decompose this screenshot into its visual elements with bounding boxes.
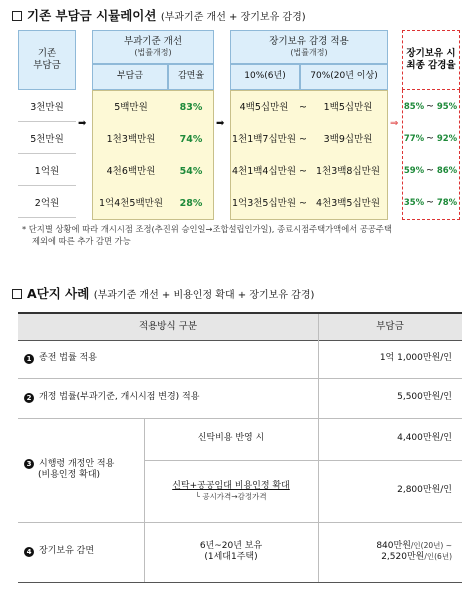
- row3-sub1: 신탁비용 반영 시: [197, 433, 265, 444]
- base-row-2: 5천만원: [18, 126, 76, 154]
- tilde: ~: [299, 134, 307, 146]
- row2-value: 5,500만원/인: [397, 392, 452, 403]
- tilde: ~: [426, 133, 434, 145]
- section2-title: A단지 사례 (부과기준 개선 + 비용인정 확대 + 장기보유 감경): [12, 284, 314, 302]
- base-row-1: 3천만원: [18, 94, 76, 122]
- group-criteria-improvement: [92, 30, 214, 220]
- tilde: ~: [299, 102, 307, 114]
- g2-high-3: 1천3백8십만원: [315, 166, 381, 178]
- arrow-right-icon: ➡: [78, 118, 87, 129]
- g1-rate-2: 74%: [179, 134, 203, 146]
- g1-rate-1: 83%: [179, 102, 203, 114]
- group2-header: 장기보유 감경 적용 (법률개정): [230, 30, 388, 64]
- final-high-3: 86%: [436, 165, 458, 176]
- base-column: [18, 30, 76, 220]
- group1-header: 부과기준 개선 (법률개정): [92, 30, 214, 64]
- row3-sub2: 신탁+공공임대 비용인정 확대 └ 공시가격→감정가격: [172, 480, 290, 501]
- final-high-1: 95%: [436, 101, 458, 112]
- row1-value: 1억 1,000만원/인: [379, 353, 452, 364]
- tilde: ~: [426, 197, 434, 209]
- g1-rate-3: 54%: [179, 166, 203, 178]
- section1-subtitle: (부과기준 개선 + 장기보유 감경): [160, 12, 306, 23]
- arrow-right-icon: ➡: [216, 118, 225, 129]
- g2-high-1: 1백5십만원: [323, 102, 373, 114]
- group1-col-rate: 감면율: [168, 64, 214, 90]
- group2-body: [230, 90, 388, 220]
- checkbox-square-icon: [12, 289, 22, 299]
- g2-low-4: 1억3천5십만원: [231, 198, 297, 210]
- g2-low-2: 1천1백7십만원: [231, 134, 297, 146]
- g2-low-1: 4백5십만원: [239, 102, 289, 114]
- tilde: ~: [426, 165, 434, 177]
- tilde: ~: [426, 101, 434, 113]
- arrow-right-icon: ⇒: [390, 118, 399, 129]
- group2-col-10pct: 10%(6년): [230, 64, 300, 90]
- final-high-2: 92%: [436, 133, 458, 144]
- group-final-rate: [402, 30, 460, 220]
- footnote: * 단지별 상황에 따라 개시시점 조정(추진위 승인일→조합설립인가일), 종료시점주택가액에서 공공주택 제외에 따른 추가 감면 가능: [22, 224, 392, 246]
- simulation-table: [18, 30, 460, 220]
- tilde: ~: [299, 166, 307, 178]
- group3-header: 장기보유 시 최종 감경율: [402, 30, 460, 90]
- group1-col-amount: 부담금: [92, 64, 168, 90]
- row3-sub2-value: 2,800만원/인: [397, 485, 452, 496]
- case-table: [18, 312, 462, 582]
- g2-low-3: 4천1백4십만원: [231, 166, 297, 178]
- row3-sub1-value: 4,400만원/인: [397, 433, 452, 444]
- g1-amount-2: 1천3백만원: [106, 134, 156, 146]
- checkbox-square-icon: [12, 11, 22, 21]
- g2-high-4: 4천3백5십만원: [315, 198, 381, 210]
- row4-label: 4 장기보유 감면: [24, 522, 144, 582]
- row1-label: 1 종전 법률 적용: [24, 340, 318, 378]
- row4-sub: 6년~20년 보유 (1세대1주택): [199, 540, 263, 562]
- section1-title: 기존 부담금 시뮬레이션 (부과기준 개선 + 장기보유 감경): [12, 6, 306, 24]
- tilde: ~: [299, 198, 307, 210]
- g2-high-2: 3백9십만원: [323, 134, 373, 146]
- section2-subtitle: (부과기준 개선 + 비용인정 확대 + 장기보유 감경): [93, 290, 315, 301]
- group3-body: [402, 90, 460, 220]
- g1-amount-3: 4천6백만원: [106, 166, 156, 178]
- head-method: 적용방식 구분: [18, 314, 318, 340]
- final-low-3: 59%: [403, 165, 425, 176]
- g1-amount-4: 1억4천5백만원: [98, 198, 164, 210]
- g1-rate-4: 28%: [179, 198, 203, 210]
- row3-label: 3 시행령 개정안 적용 (비용인정 확대): [24, 418, 144, 522]
- row4-value: 840만원/인(20년) ~ 2,520만원/인(6년): [376, 540, 452, 562]
- group2-col-70pct: 70%(20년 이상): [300, 64, 388, 90]
- final-low-2: 77%: [403, 133, 425, 144]
- final-low-1: 85%: [403, 101, 425, 112]
- base-row-4: 2억원: [18, 190, 76, 218]
- divider: [18, 582, 462, 583]
- g1-amount-1: 5백만원: [114, 102, 148, 114]
- base-row-3: 1억원: [18, 158, 76, 186]
- final-low-4: 35%: [403, 197, 425, 208]
- group1-body: [92, 90, 214, 220]
- group-long-term-reduction: [230, 30, 388, 220]
- base-header: 기존 부담금: [18, 30, 76, 90]
- head-charge: 부담금: [318, 314, 462, 340]
- final-high-4: 78%: [436, 197, 458, 208]
- row2-label: 2 개정 법률(부과기준, 개시시점 변경) 적용: [24, 378, 318, 418]
